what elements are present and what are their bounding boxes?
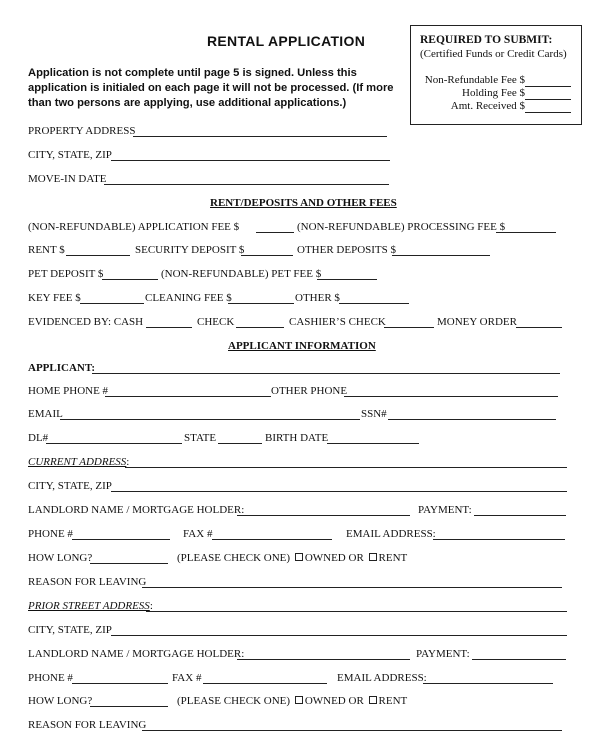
submit-box-heading: REQUIRED TO SUBMIT: bbox=[420, 34, 553, 46]
security-deposit-field[interactable] bbox=[241, 255, 293, 256]
pet-deposit-label: PET DEPOSIT $ bbox=[28, 268, 104, 280]
pet-fee-label: (NON-REFUNDABLE) PET FEE $ bbox=[161, 268, 322, 280]
prior-phone-field[interactable] bbox=[72, 683, 168, 684]
prior-payment-field[interactable] bbox=[472, 659, 566, 660]
please-check-label: (PLEASE CHECK ONE) bbox=[177, 552, 291, 564]
page-title: RENTAL APPLICATION bbox=[207, 33, 366, 49]
prior-landlord-field[interactable] bbox=[237, 659, 410, 660]
current-ownership-check bbox=[177, 552, 407, 564]
required-to-submit-box bbox=[410, 25, 582, 125]
move-in-date-field[interactable] bbox=[104, 184, 389, 185]
non-refundable-fee-label: Non-Refundable Fee $ bbox=[424, 74, 525, 86]
key-fee-label: KEY FEE $ bbox=[28, 292, 81, 304]
prior-city-state-zip-field[interactable] bbox=[111, 635, 567, 636]
cleaning-fee-label: CLEANING FEE $ bbox=[145, 292, 232, 304]
email-label: EMAIL bbox=[28, 408, 63, 420]
rent-option-label: RENT bbox=[378, 695, 408, 707]
state-label: STATE bbox=[184, 432, 217, 444]
current-phone-field[interactable] bbox=[72, 539, 170, 540]
property-address-field[interactable] bbox=[133, 136, 387, 137]
rent-field[interactable] bbox=[66, 255, 130, 256]
current-email-address-field[interactable] bbox=[433, 539, 565, 540]
amt-received-field[interactable] bbox=[525, 112, 571, 113]
submit-box-subheading: (Certified Funds or Credit Cards) bbox=[420, 48, 567, 60]
prior-how-long-field[interactable] bbox=[90, 706, 168, 707]
other-phone-field[interactable] bbox=[344, 396, 558, 397]
property-city-state-zip-label: CITY, STATE, ZIP bbox=[28, 149, 112, 161]
rent-label: RENT $ bbox=[28, 244, 65, 256]
fees-heading: RENT/DEPOSITS AND OTHER FEES bbox=[210, 197, 397, 209]
other-phone-label: OTHER PHONE bbox=[271, 385, 348, 397]
applicant-field[interactable] bbox=[92, 373, 560, 374]
amt-received-label: Amt. Received $ bbox=[450, 100, 525, 112]
non-refundable-fee-field[interactable] bbox=[525, 86, 571, 87]
prior-how-long-label: HOW LONG? bbox=[28, 695, 93, 707]
property-address-label: PROPERTY ADDRESS bbox=[28, 125, 136, 137]
prior-address-label: PRIOR STREET ADDRESS: bbox=[28, 600, 153, 612]
applicant-label: APPLICANT: bbox=[28, 362, 96, 374]
home-phone-label: HOME PHONE # bbox=[28, 385, 109, 397]
key-fee-field[interactable] bbox=[80, 303, 144, 304]
email-field[interactable] bbox=[60, 419, 360, 420]
prior-address-field[interactable] bbox=[146, 611, 567, 612]
check-field[interactable] bbox=[236, 327, 284, 328]
current-phone-label: PHONE # bbox=[28, 528, 73, 540]
processing-fee-field[interactable] bbox=[496, 232, 556, 233]
dl-field[interactable] bbox=[46, 443, 182, 444]
birth-date-label: BIRTH DATE bbox=[265, 432, 329, 444]
rent-option-label: RENT bbox=[378, 552, 408, 564]
holding-fee-label: Holding Fee $ bbox=[462, 87, 525, 99]
current-reason-for-leaving-field[interactable] bbox=[142, 587, 562, 588]
current-how-long-field[interactable] bbox=[90, 563, 168, 564]
prior-reason-for-leaving-label: REASON FOR LEAVING bbox=[28, 719, 147, 731]
evidenced-by-cash-label: EVIDENCED BY: CASH bbox=[28, 316, 144, 328]
current-landlord-field[interactable] bbox=[237, 515, 410, 516]
current-address-label: CURRENT ADDRESS: bbox=[28, 456, 130, 468]
current-payment-label: PAYMENT: bbox=[418, 504, 472, 516]
applicant-heading: APPLICANT INFORMATION bbox=[228, 340, 376, 352]
owned-or-label: OWNED OR bbox=[304, 695, 364, 707]
owned-checkbox[interactable] bbox=[295, 553, 303, 561]
prior-payment-label: PAYMENT: bbox=[416, 648, 470, 660]
move-in-date-label: MOVE-IN DATE bbox=[28, 173, 107, 185]
pet-deposit-field[interactable] bbox=[102, 279, 158, 280]
current-payment-field[interactable] bbox=[474, 515, 566, 516]
home-phone-field[interactable] bbox=[105, 396, 271, 397]
property-city-state-zip-field[interactable] bbox=[111, 160, 390, 161]
prior-fax-field[interactable] bbox=[203, 683, 327, 684]
other-deposits-field[interactable] bbox=[392, 255, 490, 256]
application-fee-field[interactable] bbox=[256, 232, 294, 233]
cashiers-check-label: CASHIER’S CHECK bbox=[289, 316, 386, 328]
prior-email-address-label: EMAIL ADDRESS: bbox=[337, 672, 427, 684]
ssn-label: SSN# bbox=[361, 408, 387, 420]
prior-email-address-field[interactable] bbox=[423, 683, 553, 684]
current-reason-for-leaving-label: REASON FOR LEAVING bbox=[28, 576, 147, 588]
holding-fee-field[interactable] bbox=[525, 99, 571, 100]
cleaning-fee-field[interactable] bbox=[228, 303, 294, 304]
pet-fee-field[interactable] bbox=[317, 279, 377, 280]
other-deposits-label: OTHER DEPOSITS $ bbox=[297, 244, 397, 256]
processing-fee-label: (NON-REFUNDABLE) PROCESSING FEE $ bbox=[297, 221, 506, 233]
state-field[interactable] bbox=[218, 443, 262, 444]
other-fee-label: OTHER $ bbox=[295, 292, 340, 304]
cashiers-check-field[interactable] bbox=[384, 327, 434, 328]
ssn-field[interactable] bbox=[388, 419, 556, 420]
current-fax-field[interactable] bbox=[212, 539, 332, 540]
money-order-label: MONEY ORDER bbox=[437, 316, 517, 328]
birth-date-field[interactable] bbox=[327, 443, 419, 444]
dl-label: DL# bbox=[28, 432, 49, 444]
prior-reason-for-leaving-field[interactable] bbox=[142, 730, 562, 731]
check-label: CHECK bbox=[197, 316, 235, 328]
cash-field[interactable] bbox=[146, 327, 192, 328]
rent-checkbox[interactable] bbox=[369, 696, 377, 704]
current-how-long-label: HOW LONG? bbox=[28, 552, 93, 564]
current-address-field[interactable] bbox=[125, 467, 567, 468]
current-city-state-zip-label: CITY, STATE, ZIP bbox=[28, 480, 112, 492]
current-fax-label: FAX # bbox=[183, 528, 213, 540]
other-fee-field[interactable] bbox=[339, 303, 409, 304]
current-landlord-label: LANDLORD NAME / MORTGAGE HOLDER: bbox=[28, 504, 245, 516]
current-city-state-zip-field[interactable] bbox=[111, 491, 567, 492]
please-check-label: (PLEASE CHECK ONE) bbox=[177, 695, 291, 707]
prior-fax-label: FAX # bbox=[172, 672, 202, 684]
prior-ownership-check bbox=[177, 695, 407, 707]
rent-checkbox[interactable] bbox=[369, 553, 377, 561]
owned-or-label: OWNED OR bbox=[304, 552, 364, 564]
current-email-address-label: EMAIL ADDRESS: bbox=[346, 528, 436, 540]
application-fee-label: (NON-REFUNDABLE) APPLICATION FEE $ bbox=[28, 221, 240, 233]
prior-landlord-label: LANDLORD NAME / MORTGAGE HOLDER: bbox=[28, 648, 245, 660]
prior-phone-label: PHONE # bbox=[28, 672, 73, 684]
money-order-field[interactable] bbox=[516, 327, 562, 328]
security-deposit-label: SECURITY DEPOSIT $ bbox=[135, 244, 245, 256]
prior-city-state-zip-label: CITY, STATE, ZIP bbox=[28, 624, 112, 636]
owned-checkbox[interactable] bbox=[295, 696, 303, 704]
notice-text: Application is not complete until page 5 is signed. Unless this application is initialed on each page it will not be processed. (If more than two persons are applying, use additional applications.) bbox=[28, 67, 394, 109]
